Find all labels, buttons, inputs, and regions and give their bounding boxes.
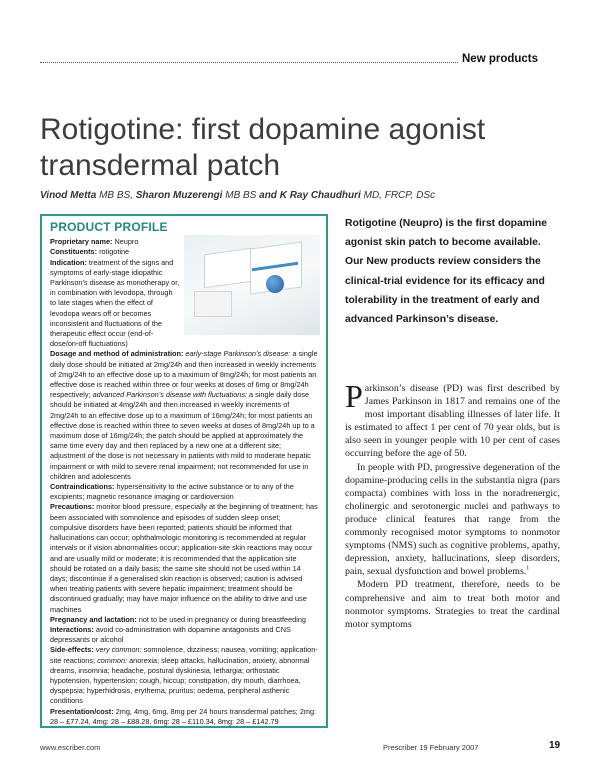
row-text: Neupro: [114, 237, 139, 247]
row-label: Constituents:: [50, 247, 98, 257]
product-profile-heading: PRODUCT PROFILE: [50, 220, 168, 234]
drop-cap: P: [345, 378, 363, 414]
paragraph-text: arkinson’s disease (PD) was first described by James Parkinson in 1817 and remains one of the most important disabling illnesses of later life. It is estimated to affect 1 per cent of 70 year olds, but is also seen in younger people with 10 per cent of cases occurring before the age of 50.: [345, 383, 560, 460]
product-ball: [266, 275, 284, 293]
row-text: monitor blood pressure, especially at the beginning of treatment; has been associated with somnolence and episodes of sudden sleep onset; compulsive disorders have been reported; patients should be informed that hallucinations can occur; ophthalmologic monitoring is recommended at regular intervals or if vision abnormalities occur; application-site skin reactions may occur and are usually mild or moderate; it is recommended that the application site should be rotated on a daily basis; the same site should not be used within 14 days; discontinue if a generalised skin reaction is observed; caution is advised when treating patients with severe hepatic impairment; treatment should be discontinued gradually; may have major influence on the ability to drive and use machines: [50, 502, 318, 614]
body-paragraph: [345, 461, 560, 579]
author-name: K Ray Chaudhuri: [279, 190, 361, 201]
row-text: somnolence, dizziness; nausea, vomiting; application-site reactions;: [50, 645, 318, 665]
author-credentials: MB BS: [99, 190, 131, 201]
author-name: Sharon Muzerengi: [135, 190, 223, 201]
row-label: Dosage and method of administration:: [50, 349, 184, 359]
row-text: not to be used in pregnancy or during breastfeeding: [138, 614, 306, 624]
article-body: [345, 378, 560, 631]
row-italic: very common:: [95, 645, 142, 655]
profile-row: [50, 707, 318, 727]
reference-marker: 1: [526, 566, 530, 573]
row-text: a single daily dose should be initiated at 4mg/24h and then increased in weekly increments of 2mg/24h to an effective dose up to a maximum of 16mg/24h; for most patients an effective dose is reached within three to seven weeks at doses of 8mg/24h up to a maximum dose of 16mg/24h; the patch should be applied at approximately the same time every day and then replaced by a new one at a different site; adjustment of the dose is not necessary in patients with mild to moderate hepatic impairment or with mild to severe renal impairment; not recommended for use in children and adolescents: [50, 390, 315, 481]
author-line: [40, 190, 580, 201]
page-number: 19: [549, 740, 561, 751]
author-credentials: MD, FRCP, DSc: [363, 190, 436, 201]
row-label: Side-effects:: [50, 645, 94, 655]
transdermal-patch: [194, 291, 232, 317]
footer-site: www.escriber.com: [40, 743, 101, 752]
paragraph-text: Modern PD treatment, therefore, needs to be comprehensive and aim to treat both motor and nonmotor symptoms. Strategies to treat the cardinal motor symptoms: [345, 579, 560, 630]
row-text: rotigotine: [99, 247, 130, 257]
row-italic: advanced Parkinson’s disease with fluctuations:: [92, 390, 248, 400]
product-photo: [184, 235, 320, 335]
product-pack: [204, 248, 252, 289]
row-label: Proprietary name:: [50, 237, 113, 247]
author-credentials: MB BS: [225, 190, 257, 201]
author-name: Vinod Metta: [40, 190, 97, 201]
author-separator: ,: [130, 190, 133, 201]
row-text: anorexia; sleep attacks, hallucination, anxiety, abnormal dreams, insomnia; headache, postural dyskinesia, lethargia; orthostatic hypotension, hypertension; cough, hiccup; constipation, dry mouth, diarrhoea, dyspepsia; hyperhidrosis, erythema, pruritus; oedema, peripheral asthenic conditions: [50, 655, 310, 706]
footer-issue: Prescriber 19 February 2007: [383, 743, 479, 752]
row-label: Pregnancy and lactation:: [50, 614, 137, 624]
product-profile-box: [40, 214, 328, 728]
body-paragraph: [345, 578, 560, 630]
paragraph-text: In people with PD, progressive degeneration of the dopamine-producing cells in the substantia nigra (pars compacta) combines with loss in the noradrenergic, cholinergic and serotonergic nuclei and pathways to produce clinical features that range from the commonly recognised motor symptoms to nonmotor symptoms (NMS) such as cognitive problems, apathy, depression, anxiety, hallucinations, sleep disorders, pain, sexual dysfunction and bowel problems.: [345, 461, 560, 578]
profile-row: [50, 625, 318, 645]
article-intro: Rotigotine (Neupro) is the first dopamine agonist skin patch to become available. Our New products review considers the clinical-trial evidence for its efficacy and tolerability in the treatment of early and advanced Parkinson’s disease.: [345, 218, 548, 326]
body-paragraph: [345, 378, 560, 461]
row-label: Interactions:: [50, 624, 94, 634]
profile-row: [50, 645, 318, 706]
article-title: Rotigotine: first dopamine agonist transdermal patch: [40, 113, 486, 182]
profile-row: [50, 482, 318, 502]
section-rule: [40, 62, 458, 63]
author-separator: and: [256, 190, 277, 201]
row-text: a single daily dose should be initiated at 2mg/24h and then increased in weekly increments of 2mg/24h to an effective dose up to a maximum of 8mg/24h; for most patients an effective dose is reached within three or four weeks at doses of 6mg or 8mg/24h respectively;: [50, 349, 318, 400]
row-text: hypersensitivity to the active substance or to any of the excipients; magnetic resonance imaging or cardioversion: [50, 482, 294, 502]
row-italic: common:: [97, 655, 128, 665]
row-text: treatment of the signs and symptoms of early-stage idiopathic Parkinson’s disease as monotherapy or, in combination with levodopa, through to late stages when the effect of levodopa wears off or becomes inconsistent and fluctuations of the therapeutic effect occur (end-of-dose/on-off fluctuations): [50, 257, 180, 349]
section-label: New products: [462, 53, 539, 65]
row-label: Indication:: [50, 257, 87, 267]
row-label: Contraindications:: [50, 482, 115, 492]
profile-row: [50, 615, 318, 625]
row-text: avoid co-administration with dopamine antagonists and CNS depressants or alcohol: [50, 624, 291, 645]
row-italic: early-stage Parkinson’s disease:: [185, 349, 291, 359]
row-label: Precautions:: [50, 502, 95, 512]
profile-row: [50, 502, 318, 614]
row-label: Presentation/cost:: [50, 706, 114, 716]
row-text: 2mg, 4mg, 6mg, 8mg per 24 hours transdermal patches; 2mg: 28 – £77.24, 4mg: 28 – £88.28, 6mg: 28 – £110.34, 8mg: 28 – £142.79: [50, 706, 317, 726]
profile-row: [50, 349, 318, 482]
